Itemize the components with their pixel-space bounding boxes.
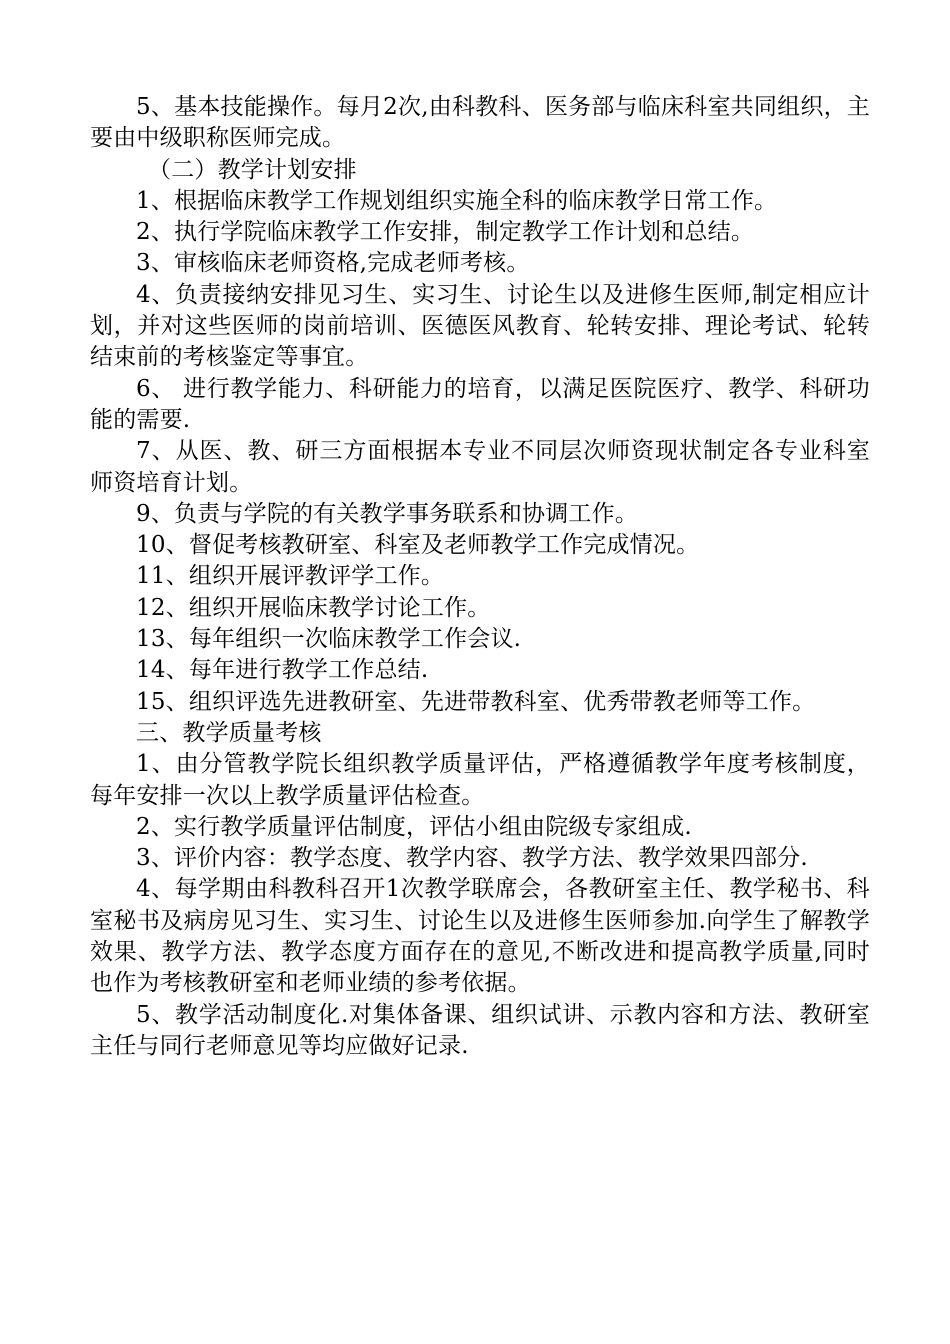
paragraph-plan-3: 3、审核临床老师资格,完成老师考核。 — [136, 250, 530, 277]
paragraph-plan-15: 15、组织评选先进教研室、先进带教科室、优秀带教老师等工作。 — [136, 688, 816, 715]
section-heading-quality: 三、教学质量考核 — [136, 719, 322, 746]
paragraph-plan-14: 14、每年进行教学工作总结. — [136, 657, 429, 684]
paragraph-plan-13: 13、每年组织一次临床教学工作会议. — [136, 626, 522, 653]
paragraph-plan-2: 2、执行学院临床教学工作安排，制定教学工作计划和总结。 — [136, 219, 755, 246]
paragraph-plan-11: 11、组织开展评教评学工作。 — [136, 563, 445, 590]
paragraph-quality-3: 3、评价内容：教学态度、教学内容、教学方法、教学效果四部分. — [136, 845, 808, 872]
paragraph-basic-skill: 5、基本技能操作。每月2次,由科教科、医务部与临床科室共同组织，主要由中级职称医师完成。 — [90, 94, 870, 152]
paragraph-plan-9: 9、负责与学院的有关教学事务联系和协调工作。 — [136, 500, 639, 527]
paragraph-quality-5: 5、教学活动制度化.对集体备课、组织试讲、示教内容和方法、教研室主任与同行老师意见等均应做好记录. — [90, 1001, 870, 1059]
paragraph-quality-4: 4、每学期由科教科召开1次教学联席会，各教研室主任、教学秘书、科室秘书及病房见习生、实习生、讨论生以及进修生医师参加.向学生了解教学效果、教学方法、教学态度方面存在的意见,不断改进和提高教学质量,同时也作为考核教研室和老师业绩的参考依据。 — [90, 876, 870, 997]
paragraph-plan-12: 12、组织开展临床教学讨论工作。 — [136, 594, 491, 621]
paragraph-plan-4: 4、负责接纳安排见习生、实习生、讨论生以及进修生医师,制定相应计划，并对这些医师的岗前培训、医德医风教育、轮转安排、理论考试、轮转结束前的考核鉴定等事宜。 — [90, 281, 870, 371]
paragraph-plan-7: 7、从医、教、研三方面根据本专业不同层次师资现状制定各专业科室师资培育计划。 — [90, 438, 870, 496]
paragraph-plan-1: 1、根据临床教学工作规划组织实施全科的临床教学日常工作。 — [136, 187, 778, 214]
paragraph-plan-10: 10、督促考核教研室、科室及老师教学工作完成情况。 — [136, 532, 700, 559]
paragraph-plan-6: 6、 进行教学能力、科研能力的培育，以满足医院医疗、教学、科研功能的需要. — [90, 375, 870, 433]
section-heading-teaching-plan: （二）教学计划安排 — [148, 156, 357, 183]
paragraph-quality-1: 1、由分管教学院长组织教学质量评估，严格遵循教学年度考核制度，每年安排一次以上教学质量评估检查。 — [90, 751, 870, 809]
document-page — [90, 92, 870, 1062]
paragraph-quality-2: 2、实行教学质量评估制度，评估小组由院级专家组成. — [136, 813, 692, 840]
